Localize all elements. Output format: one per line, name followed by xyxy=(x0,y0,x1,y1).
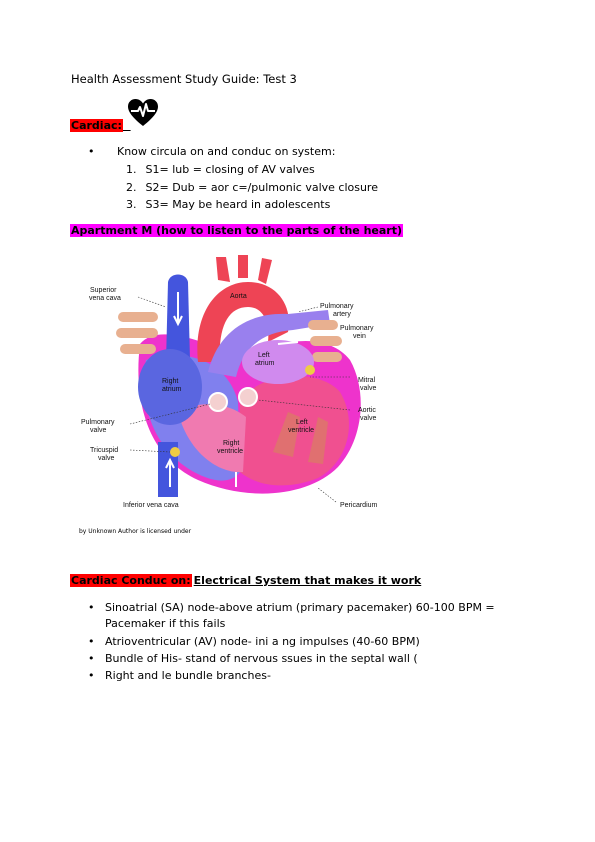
pulmonary-valve-label: Pulmonary xyxy=(81,419,115,426)
list-item: 2. S2= Dub = aor c=/pulmonic valve closure xyxy=(126,180,378,194)
pericardium-label: Pericardium xyxy=(340,502,378,509)
inferior-vena-cava-label: Inferior vena cava xyxy=(123,502,179,509)
svg-text:valve: valve xyxy=(98,455,115,462)
right-ventricle-label: Right xyxy=(223,440,240,447)
right-atrium-label: Right xyxy=(162,378,179,385)
left-ventricle-label: Left xyxy=(296,419,308,426)
circulation-bullet-text: Know circula on and conduc on system: xyxy=(117,145,336,158)
svg-text:ventricle: ventricle xyxy=(288,427,315,434)
cardiac-heading-text: Cardiac: xyxy=(71,119,122,132)
document-title: Health Assessment Study Guide: Test 3 xyxy=(71,72,297,86)
left-atrium-label: Left xyxy=(258,352,270,359)
svg-text:artery: artery xyxy=(333,311,351,318)
bullet-symbol: • xyxy=(88,145,95,158)
aortic-valve-label: Aortic xyxy=(358,407,376,414)
list-item: 1. S1= lub = closing of AV valves xyxy=(126,163,315,176)
svg-text:valve: valve xyxy=(360,415,377,422)
svg-text:valve: valve xyxy=(90,427,107,434)
pulmonary-artery-label: Pulmonary xyxy=(320,303,354,310)
tricuspid-valve-label: Tricuspid xyxy=(90,447,119,454)
pulmonary-vein-label: Pulmonary xyxy=(340,325,374,332)
cardiac-heading xyxy=(70,119,131,132)
heart-rate-icon xyxy=(127,98,159,128)
heart-sounds-list xyxy=(126,161,378,214)
svg-text:atrium: atrium xyxy=(255,360,275,367)
svg-text:atrium: atrium xyxy=(162,386,182,393)
superior-vena-cava-label: Superior xyxy=(90,287,117,294)
apartment-m-heading: Apartment M (how to listen to the parts of the heart) xyxy=(71,224,402,237)
svg-text:vena cava: vena cava xyxy=(89,295,121,302)
list-item: 3. S3= May be heard in adolescents xyxy=(126,198,331,211)
image-credit: by Unknown Author is licensed under xyxy=(79,528,192,535)
aorta-label: Aorta xyxy=(230,293,247,300)
heart-anatomy-diagram xyxy=(78,252,398,514)
cardiac-conduction-heading: Cardiac Conduc on: Electrical System that makes it work xyxy=(71,574,422,587)
svg-text:ventricle: ventricle xyxy=(217,448,244,455)
mitral-valve-label: Mitral xyxy=(358,377,376,384)
svg-text:valve: valve xyxy=(360,385,377,392)
svg-text:vein: vein xyxy=(353,333,366,340)
